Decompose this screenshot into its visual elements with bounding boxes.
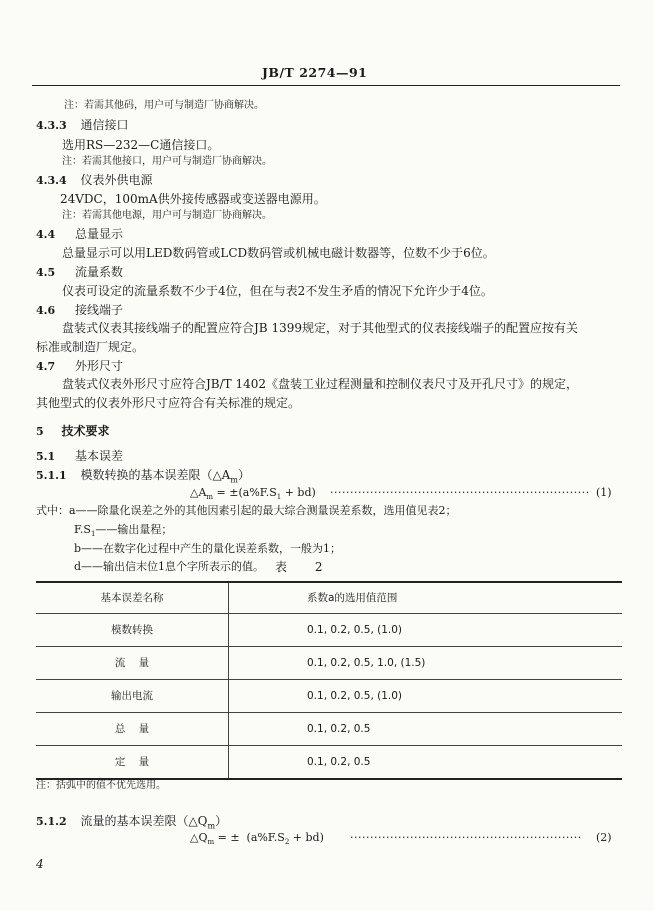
equation-2 [190, 832, 324, 846]
section-4-7-body-line2: 其他型式的仪表外形尺寸应符合有关标准的规定。 [36, 396, 301, 410]
section-4-6-heading [36, 304, 123, 316]
table-row [36, 746, 622, 780]
table-row [36, 680, 622, 713]
eq1-rhs-end: + bd) [284, 486, 316, 499]
row-values: 0.1, 0.2, 0.5, (1.0) [229, 680, 623, 713]
section-number: 4.5 [36, 266, 56, 279]
section-4-3-4-heading [36, 174, 152, 186]
section-title: 流量的基本误差限（△Q [80, 814, 208, 828]
where-b: b——在数字化过程中产生的量化误差系数，一般为1； [74, 542, 342, 555]
section-number: 5 [36, 425, 44, 438]
standard-number-header: JB/T 2274—91 [262, 65, 368, 80]
row-values: 0.1, 0.2, 0.5, 1.0, (1.5) [229, 647, 623, 680]
section-4-4-body: 总量显示可以用LED数码管或LCD数码管或机械电磁计数器等，位数不少于6位。 [62, 246, 495, 260]
section-title: 仪表外供电源 [80, 173, 153, 187]
section-4-3-4-body: 24VDC，100mA供外接传感器或变送器电源用。 [60, 192, 326, 206]
section-number: 4.3.3 [36, 119, 67, 132]
section-number: 5.1.1 [36, 469, 67, 482]
table-header-row [36, 582, 622, 614]
table-2-caption: 表 2 [275, 560, 335, 574]
section-4-3-3-body: 选用RS—232—C通信接口。 [62, 138, 220, 152]
eq1-rhs: = ±(a%F.S [216, 486, 277, 499]
note-other-power: 注：若需其他电源，用户可与制造厂协商解决。 [62, 210, 272, 221]
eq2-rhs: = ± (a%F.S [217, 831, 285, 844]
row-name: 流 量 [36, 647, 229, 680]
eq2-lhs: △Q [190, 831, 208, 844]
section-title: 总量显示 [74, 227, 123, 241]
subscript: 1 [90, 530, 96, 539]
section-number: 4.3.4 [36, 174, 67, 187]
section-number: 5.1.2 [36, 815, 67, 828]
section-number: 4.7 [36, 360, 56, 373]
row-values: 0.1, 0.2, 0.5, (1.0) [229, 614, 623, 647]
section-5-1-1-heading [36, 469, 250, 484]
section-title-end: ） [215, 814, 228, 828]
section-4-7-body-line1: 盘装式仪表外形尺寸应符合JB/T 1402《盘装工业过程测量和控制仪表尺寸及开孔尺寸》的规定， [62, 377, 579, 391]
eq2-number: (2) [596, 831, 612, 844]
row-name: 总 量 [36, 713, 229, 746]
table-row [36, 713, 622, 746]
table-note: 注：括弧中的值不优先选用。 [36, 780, 166, 791]
row-values: 0.1, 0.2, 0.5 [229, 746, 623, 780]
page-number: 4 [36, 857, 44, 871]
where-d: d——输出信末位1息个字所表示的值。 [74, 560, 265, 573]
header-rule [32, 85, 620, 86]
subscript: 1 [276, 493, 282, 502]
section-4-5-body: 仪表可设定的流量系数不少于4位，但在与表2不发生矛盾的情况下允许少于4位。 [62, 284, 493, 298]
section-4-3-3-heading [36, 119, 128, 131]
col-header-coefficient-range: 系数a的选用值范围 [229, 582, 623, 614]
table-row [36, 614, 622, 647]
section-title: 流量系数 [74, 265, 123, 279]
section-title: 技术要求 [61, 424, 110, 438]
row-values: 0.1, 0.2, 0.5 [229, 713, 623, 746]
section-title: 通信接口 [80, 118, 129, 132]
where-fs [74, 524, 172, 538]
section-4-5-heading [36, 266, 123, 278]
table-row [36, 647, 622, 680]
subscript: m [207, 838, 215, 847]
equation-1 [190, 487, 316, 501]
where-a: 式中：a——除量化误差之外的其他因素引起的最大综合测量误差系数，选用值见表2； [36, 504, 457, 517]
row-name: 输出电流 [36, 680, 229, 713]
fs-symbol: F.S [74, 523, 91, 536]
subscript: m [230, 475, 238, 485]
section-title: 模数转换的基本误差限（△A [80, 468, 231, 482]
section-number: 4.4 [36, 228, 56, 241]
table-2 [36, 581, 622, 780]
note-other-code: 注：若需其他码，用户可与制造厂协商解决。 [64, 100, 264, 111]
section-4-6-body-line2: 标准或制造厂规定。 [36, 340, 145, 354]
section-5-1-heading [36, 450, 123, 462]
subscript: m [207, 821, 216, 831]
section-title: 基本误差 [74, 449, 123, 463]
eq2-rhs-end: + bd) [292, 831, 324, 844]
note-other-interface: 注：若需其他接口，用户可与制造厂协商解决。 [62, 156, 272, 167]
section-title: 外形尺寸 [74, 359, 123, 373]
eq1-number: (1) [596, 486, 612, 499]
eq1-leader-dots: ································································· [330, 487, 590, 498]
section-4-4-heading [36, 228, 123, 240]
section-5-1-2-heading [36, 815, 227, 830]
fs-text: ——输出量程； [95, 523, 173, 536]
eq1-lhs: △A [190, 486, 207, 499]
section-4-7-heading [36, 360, 123, 372]
row-name: 定 量 [36, 746, 229, 780]
section-title-end: ） [237, 468, 250, 482]
subscript: 2 [284, 838, 290, 847]
section-4-6-body-line1: 盘装式仪表其接线端子的配置应符合JB 1399规定，对于其他型式的仪表接线端子的配置应按有关 [62, 321, 578, 335]
row-name: 模数转换 [36, 614, 229, 647]
subscript: m [206, 493, 214, 502]
section-title: 接线端子 [74, 303, 123, 317]
section-5-heading [36, 425, 110, 437]
section-number: 5.1 [36, 450, 56, 463]
section-number: 4.6 [36, 304, 56, 317]
eq2-leader-dots: ·························································· [350, 832, 582, 843]
col-header-error-name: 基本误差名称 [36, 582, 229, 614]
